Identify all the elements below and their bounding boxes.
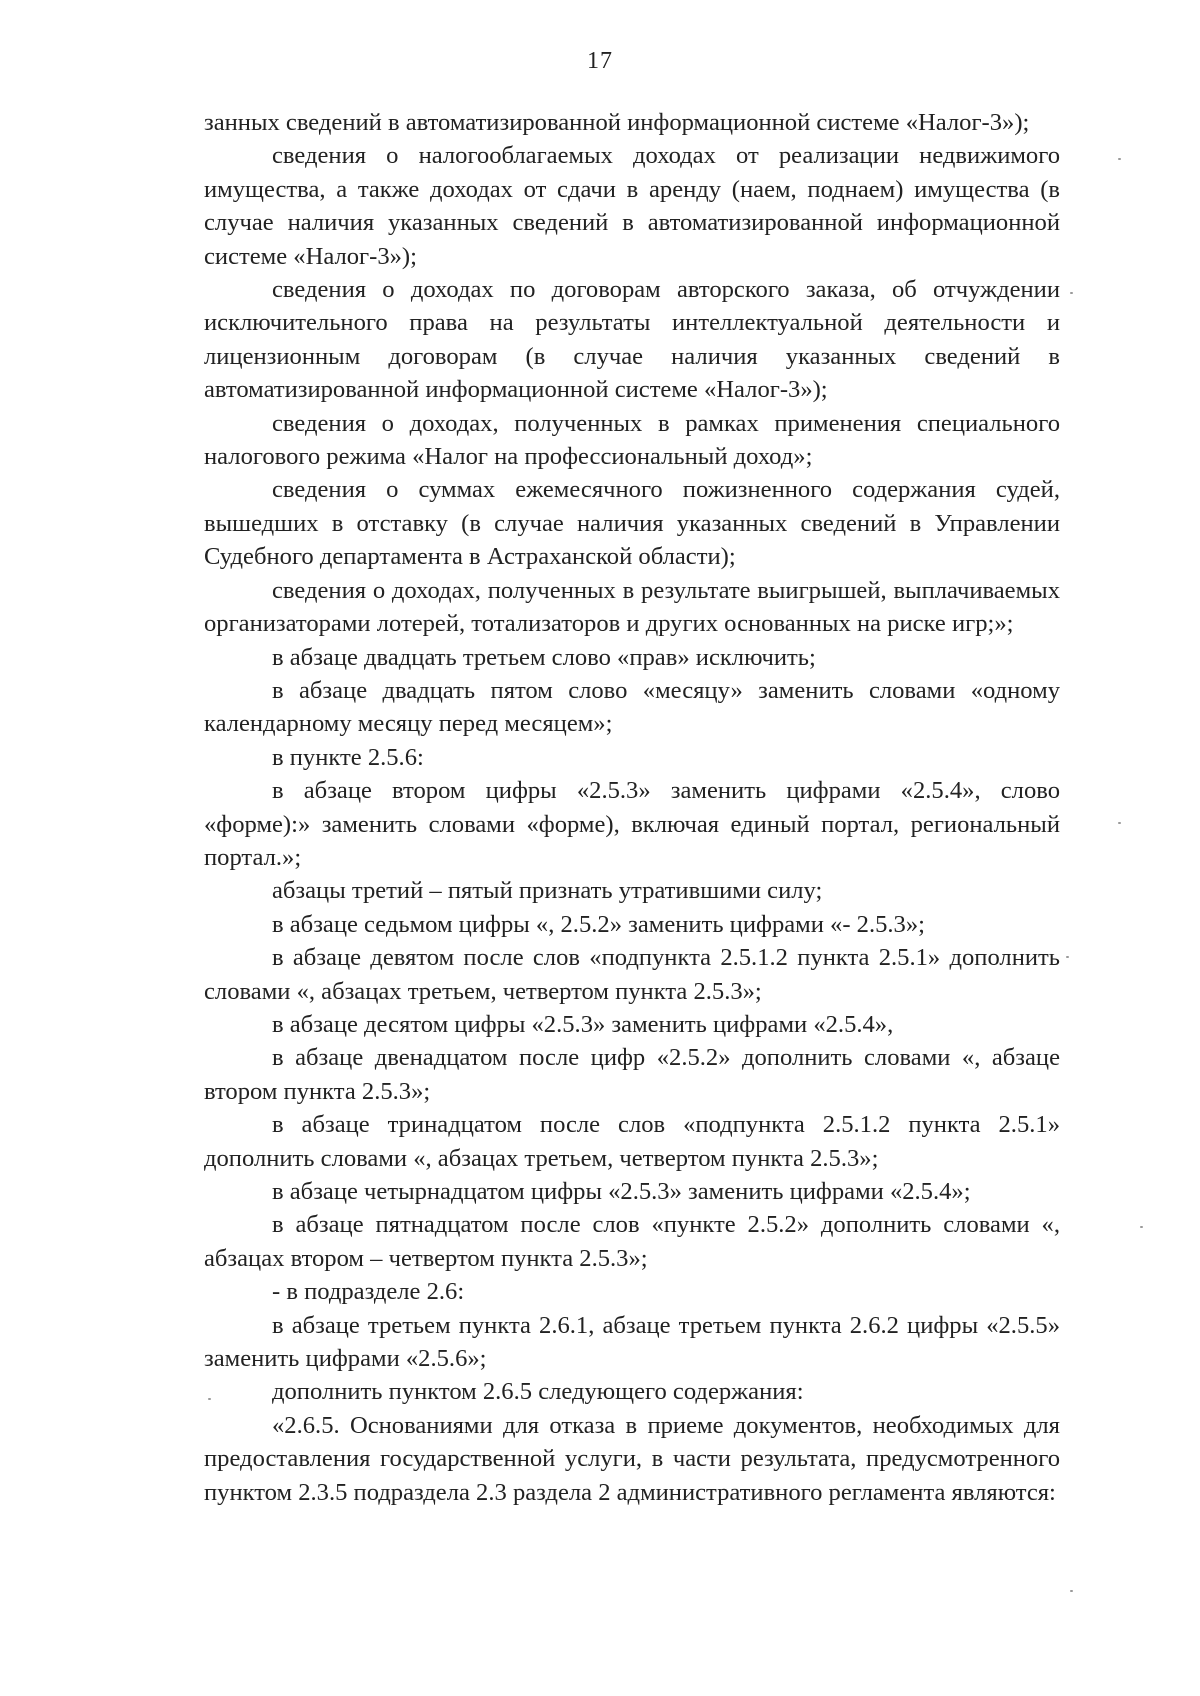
paragraph: в абзаце девятом после слов «подпункта 2.5.1.2 пункта 2.5.1» дополнить словами «, абзацах третьем, четвертом пункта 2.5.3»;	[204, 944, 1060, 1005]
paragraph: в абзаце двадцать третьем слово «прав» исключить;	[272, 643, 816, 671]
paragraph: - в подразделе 2.6:	[272, 1278, 465, 1306]
paragraph: сведения о доходах, полученных в рамках применения специального налогового режима «Налог на профессиональный доход»;	[204, 409, 1060, 471]
scan-speck	[1070, 292, 1073, 294]
paragraph: в абзаце тринадцатом после слов «подпункта 2.5.1.2 пункта 2.5.1» дополнить словами «, абзацах третьем, четвертом пункта 2.5.3»;	[204, 1111, 1060, 1172]
paragraph: в абзаце третьем пункта 2.6.1, абзаце третьем пункта 2.6.2 цифры «2.5.5» заменить цифрами «2.5.6»;	[204, 1311, 1060, 1373]
paragraph: в абзаце двенадцатом после цифр «2.5.2» дополнить словами «, абзаце втором пункта 2.5.3»;	[204, 1044, 1060, 1105]
paragraph: в абзаце втором цифры «2.5.3» заменить цифрами «2.5.4», слово «форме):» заменить словами «форме), включая единый портал, региональный портал.»;	[204, 777, 1060, 871]
scan-speck	[1066, 956, 1069, 958]
paragraph: в абзаце седьмом цифры «, 2.5.2» заменить цифрами «- 2.5.3»;	[272, 910, 925, 938]
paragraph: сведения о налогооблагаемых доходах от реализации недвижимого имущества, а также доходах от сдачи в аренду (наем, поднаем) имущества (в случае наличия указанных сведений в автоматизированной информационной системе «Налог-3»);	[204, 142, 1060, 270]
paragraph: в абзаце двадцать пятом слово «месяцу» заменить словами «одному календарному месяцу перед месяцем»;	[204, 676, 1060, 738]
paragraph: в абзаце десятом цифры «2.5.3» заменить цифрами «2.5.4»,	[272, 1010, 894, 1038]
paragraph: в абзаце пятнадцатом после слов «пункте 2.5.2» дополнить словами «, абзацах втором – четвертом пункта 2.5.3»;	[204, 1211, 1060, 1272]
scan-speck	[1070, 1590, 1073, 1592]
paragraph: в абзаце четырнадцатом цифры «2.5.3» заменить цифрами «2.5.4»;	[272, 1178, 971, 1205]
scan-speck	[1140, 1226, 1143, 1228]
paragraph: в пункте 2.5.6:	[272, 743, 424, 771]
paragraph: сведения о доходах по договорам авторского заказа, об отчуждении исключительного права на результаты интеллектуальной деятельности и лицензионным договорам (в случае наличия указанных сведений в автоматизированной информационной системе «Налог-3»);	[204, 276, 1060, 404]
paragraph: сведения о доходах, полученных в результате выигрышей, выплачиваемых организаторами лотерей, тотализаторов и других основанных на риске игр;»;	[204, 576, 1060, 638]
page-number: 17	[587, 48, 613, 74]
scan-speck	[1118, 822, 1121, 824]
paragraph: занных сведений в автоматизированной информационной системе «Налог-3»);	[204, 109, 1030, 136]
scan-speck	[208, 1398, 211, 1400]
paragraph: «2.6.5. Основаниями для отказа в приеме документов, необходимых для предоставления государственной услуги, в части результата, предусмотренного пунктом 2.3.5 подраздела 2.3 раздела 2 административного регламента являются:	[204, 1411, 1060, 1506]
paragraph: дополнить пунктом 2.6.5 следующего содержания:	[272, 1378, 804, 1406]
scan-speck	[1118, 158, 1121, 160]
document-body	[204, 106, 1060, 1509]
paragraph: абзацы третий – пятый признать утратившими силу;	[272, 877, 823, 905]
paragraph: сведения о суммах ежемесячного пожизненного содержания судей, вышедших в отставку (в случае наличия указанных сведений в Управлении Судебного департамента в Астраханской области);	[204, 476, 1060, 571]
